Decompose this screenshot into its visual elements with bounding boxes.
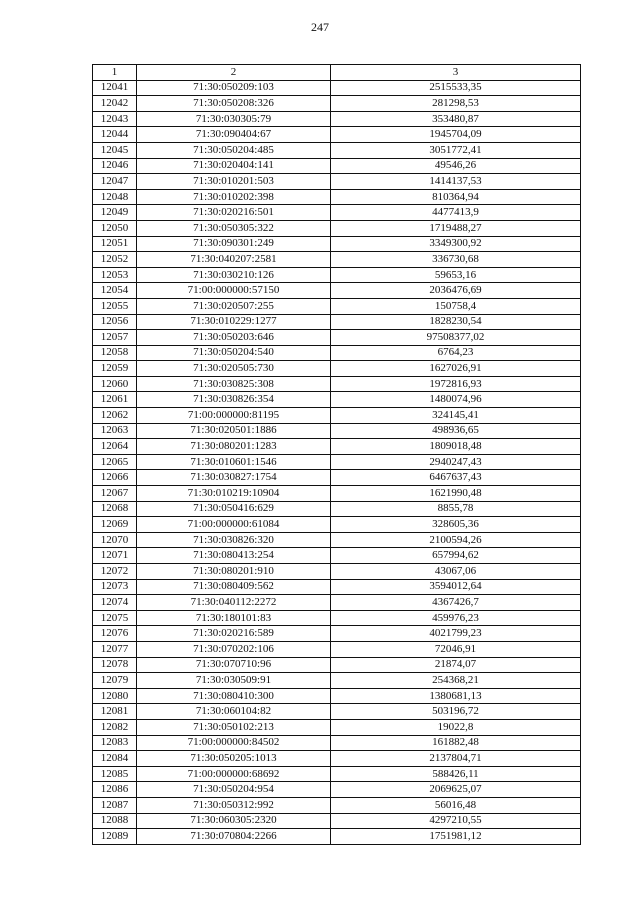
cadastral-number-cell: 71:30:060305:2320 <box>137 813 331 829</box>
table-row <box>93 361 581 377</box>
row-number-cell: 12049 <box>93 205 137 221</box>
table-row <box>93 501 581 517</box>
cadastral-number-cell: 71:30:090404:67 <box>137 127 331 143</box>
row-number-cell: 12082 <box>93 719 137 735</box>
value-cell: 4367426,7 <box>331 595 581 611</box>
table-row <box>93 751 581 767</box>
row-number-cell: 12046 <box>93 158 137 174</box>
value-cell: 1480074,96 <box>331 392 581 408</box>
cadastral-number-cell: 71:30:050203:646 <box>137 330 331 346</box>
row-number-cell: 12077 <box>93 641 137 657</box>
value-cell: 1972816,93 <box>331 376 581 392</box>
row-number-cell: 12061 <box>93 392 137 408</box>
table-row <box>93 439 581 455</box>
table-row <box>93 376 581 392</box>
table-row <box>93 610 581 626</box>
value-cell: 2036476,69 <box>331 283 581 299</box>
cadastral-number-cell: 71:00:000000:68692 <box>137 766 331 782</box>
table-row <box>93 174 581 190</box>
cadastral-number-cell: 71:30:050204:540 <box>137 345 331 361</box>
cadastral-number-cell: 71:30:070202:106 <box>137 641 331 657</box>
table-header-row <box>93 65 581 81</box>
cadastral-number-cell: 71:30:050416:629 <box>137 501 331 517</box>
value-cell: 59653,16 <box>331 267 581 283</box>
cadastral-number-cell: 71:30:030825:308 <box>137 376 331 392</box>
table-row <box>93 673 581 689</box>
table-row <box>93 142 581 158</box>
value-cell: 8855,78 <box>331 501 581 517</box>
row-number-cell: 12059 <box>93 361 137 377</box>
cadastral-number-cell: 71:30:020216:501 <box>137 205 331 221</box>
value-cell: 6764,23 <box>331 345 581 361</box>
table-row <box>93 314 581 330</box>
cadastral-number-cell: 71:00:000000:57150 <box>137 283 331 299</box>
table-row <box>93 220 581 236</box>
table-row <box>93 564 581 580</box>
table-row <box>93 345 581 361</box>
table-row <box>93 283 581 299</box>
cadastral-number-cell: 71:30:070804:2266 <box>137 829 331 845</box>
cadastral-number-cell: 71:30:030826:354 <box>137 392 331 408</box>
row-number-cell: 12043 <box>93 111 137 127</box>
value-cell: 657994,62 <box>331 548 581 564</box>
row-number-cell: 12083 <box>93 735 137 751</box>
cadastral-number-cell: 71:30:050204:485 <box>137 142 331 158</box>
value-cell: 2100594,26 <box>331 532 581 548</box>
value-cell: 328605,36 <box>331 517 581 533</box>
row-number-cell: 12070 <box>93 532 137 548</box>
cadastral-number-cell: 71:30:050209:103 <box>137 80 331 96</box>
row-number-cell: 12089 <box>93 829 137 845</box>
value-cell: 2940247,43 <box>331 454 581 470</box>
cadastral-number-cell: 71:30:040207:2581 <box>137 252 331 268</box>
value-cell: 353480,87 <box>331 111 581 127</box>
cadastral-number-cell: 71:30:030509:91 <box>137 673 331 689</box>
value-cell: 2069625,07 <box>331 782 581 798</box>
cadastral-number-cell: 71:30:080410:300 <box>137 688 331 704</box>
value-cell: 810364,94 <box>331 189 581 205</box>
row-number-cell: 12045 <box>93 142 137 158</box>
cadastral-number-cell: 71:30:010219:10904 <box>137 486 331 502</box>
row-number-cell: 12088 <box>93 813 137 829</box>
value-cell: 1380681,13 <box>331 688 581 704</box>
table-row <box>93 548 581 564</box>
table-row <box>93 158 581 174</box>
row-number-cell: 12080 <box>93 688 137 704</box>
table-row <box>93 236 581 252</box>
table-row <box>93 408 581 424</box>
cadastral-number-cell: 71:30:020404:141 <box>137 158 331 174</box>
value-cell: 281298,53 <box>331 96 581 112</box>
table-row <box>93 766 581 782</box>
value-cell: 2137804,71 <box>331 751 581 767</box>
row-number-cell: 12079 <box>93 673 137 689</box>
row-number-cell: 12055 <box>93 298 137 314</box>
table-row <box>93 454 581 470</box>
table-row <box>93 252 581 268</box>
row-number-cell: 12052 <box>93 252 137 268</box>
cadastral-number-cell: 71:30:010202:398 <box>137 189 331 205</box>
value-cell: 19022,8 <box>331 719 581 735</box>
table-row <box>93 532 581 548</box>
table-row <box>93 704 581 720</box>
cadastral-number-cell: 71:30:030827:1754 <box>137 470 331 486</box>
row-number-cell: 12086 <box>93 782 137 798</box>
cadastral-number-cell: 71:30:050204:954 <box>137 782 331 798</box>
row-number-cell: 12041 <box>93 80 137 96</box>
table-row <box>93 330 581 346</box>
row-number-cell: 12064 <box>93 439 137 455</box>
cadastral-number-cell: 71:30:020507:255 <box>137 298 331 314</box>
table-row <box>93 127 581 143</box>
table-row <box>93 595 581 611</box>
table-row <box>93 392 581 408</box>
row-number-cell: 12081 <box>93 704 137 720</box>
table-row <box>93 189 581 205</box>
row-number-cell: 12074 <box>93 595 137 611</box>
value-cell: 588426,11 <box>331 766 581 782</box>
table-body <box>93 80 581 844</box>
row-number-cell: 12058 <box>93 345 137 361</box>
row-number-cell: 12054 <box>93 283 137 299</box>
value-cell: 1809018,48 <box>331 439 581 455</box>
cadastral-number-cell: 71:30:060104:82 <box>137 704 331 720</box>
table-row <box>93 267 581 283</box>
value-cell: 161882,48 <box>331 735 581 751</box>
cadastral-number-cell: 71:30:020216:589 <box>137 626 331 642</box>
cadastral-number-cell: 71:30:180101:83 <box>137 610 331 626</box>
row-number-cell: 12076 <box>93 626 137 642</box>
value-cell: 4297210,55 <box>331 813 581 829</box>
data-table <box>92 64 581 845</box>
table-row <box>93 486 581 502</box>
cadastral-number-cell: 71:30:050205:1013 <box>137 751 331 767</box>
row-number-cell: 12051 <box>93 236 137 252</box>
cadastral-number-cell: 71:30:050208:326 <box>137 96 331 112</box>
cadastral-number-cell: 71:30:050102:213 <box>137 719 331 735</box>
row-number-cell: 12047 <box>93 174 137 190</box>
cadastral-number-cell: 71:30:020505:730 <box>137 361 331 377</box>
cadastral-number-cell: 71:30:030826:320 <box>137 532 331 548</box>
row-number-cell: 12056 <box>93 314 137 330</box>
row-number-cell: 12048 <box>93 189 137 205</box>
cadastral-number-cell: 71:30:070710:96 <box>137 657 331 673</box>
page-number: 247 <box>311 20 329 34</box>
value-cell: 72046,91 <box>331 641 581 657</box>
cadastral-number-cell: 71:30:050312:992 <box>137 797 331 813</box>
value-cell: 150758,4 <box>331 298 581 314</box>
cadastral-number-cell: 71:00:000000:84502 <box>137 735 331 751</box>
cadastral-number-cell: 71:00:000000:81195 <box>137 408 331 424</box>
cadastral-number-cell: 71:30:010229:1277 <box>137 314 331 330</box>
row-number-cell: 12067 <box>93 486 137 502</box>
table-row <box>93 657 581 673</box>
cadastral-number-cell: 71:30:080201:1283 <box>137 439 331 455</box>
value-cell: 21874,07 <box>331 657 581 673</box>
value-cell: 4477413,9 <box>331 205 581 221</box>
value-cell: 498936,65 <box>331 423 581 439</box>
cadastral-number-cell: 71:30:080413:254 <box>137 548 331 564</box>
cadastral-number-cell: 71:30:080201:910 <box>137 564 331 580</box>
value-cell: 324145,41 <box>331 408 581 424</box>
table-row <box>93 470 581 486</box>
row-number-cell: 12071 <box>93 548 137 564</box>
table-row <box>93 641 581 657</box>
table-row <box>93 797 581 813</box>
value-cell: 1627026,91 <box>331 361 581 377</box>
value-cell: 459976,23 <box>331 610 581 626</box>
value-cell: 43067,06 <box>331 564 581 580</box>
column-header-1: 1 <box>93 65 137 81</box>
value-cell: 3349300,92 <box>331 236 581 252</box>
cadastral-number-cell: 71:30:030210:126 <box>137 267 331 283</box>
value-cell: 6467637,43 <box>331 470 581 486</box>
column-header-2: 2 <box>137 65 331 81</box>
row-number-cell: 12078 <box>93 657 137 673</box>
table-row <box>93 517 581 533</box>
value-cell: 1719488,27 <box>331 220 581 236</box>
cadastral-number-cell: 71:30:010601:1546 <box>137 454 331 470</box>
value-cell: 1828230,54 <box>331 314 581 330</box>
value-cell: 254368,21 <box>331 673 581 689</box>
table-row <box>93 735 581 751</box>
value-cell: 1414137,53 <box>331 174 581 190</box>
value-cell: 3594012,64 <box>331 579 581 595</box>
cadastral-number-cell: 71:00:000000:61084 <box>137 517 331 533</box>
value-cell: 1621990,48 <box>331 486 581 502</box>
value-cell: 503196,72 <box>331 704 581 720</box>
value-cell: 1945704,09 <box>331 127 581 143</box>
row-number-cell: 12087 <box>93 797 137 813</box>
column-header-3: 3 <box>331 65 581 81</box>
table-row <box>93 205 581 221</box>
cadastral-number-cell: 71:30:090301:249 <box>137 236 331 252</box>
value-cell: 1751981,12 <box>331 829 581 845</box>
row-number-cell: 12062 <box>93 408 137 424</box>
table-row <box>93 111 581 127</box>
cadastral-number-cell: 71:30:040112:2272 <box>137 595 331 611</box>
row-number-cell: 12085 <box>93 766 137 782</box>
row-number-cell: 12065 <box>93 454 137 470</box>
table-row <box>93 813 581 829</box>
table-row <box>93 298 581 314</box>
table-row <box>93 626 581 642</box>
table-row <box>93 423 581 439</box>
value-cell: 49546,26 <box>331 158 581 174</box>
row-number-cell: 12053 <box>93 267 137 283</box>
row-number-cell: 12072 <box>93 564 137 580</box>
row-number-cell: 12050 <box>93 220 137 236</box>
cadastral-number-cell: 71:30:050305:322 <box>137 220 331 236</box>
row-number-cell: 12084 <box>93 751 137 767</box>
value-cell: 336730,68 <box>331 252 581 268</box>
row-number-cell: 12060 <box>93 376 137 392</box>
table-row <box>93 782 581 798</box>
cadastral-number-cell: 71:30:080409:562 <box>137 579 331 595</box>
table-row <box>93 688 581 704</box>
row-number-cell: 12042 <box>93 96 137 112</box>
row-number-cell: 12069 <box>93 517 137 533</box>
value-cell: 2515533,35 <box>331 80 581 96</box>
cadastral-number-cell: 71:30:030305:79 <box>137 111 331 127</box>
value-cell: 4021799,23 <box>331 626 581 642</box>
table-row <box>93 80 581 96</box>
row-number-cell: 12073 <box>93 579 137 595</box>
table-row <box>93 829 581 845</box>
row-number-cell: 12068 <box>93 501 137 517</box>
row-number-cell: 12075 <box>93 610 137 626</box>
table-row <box>93 719 581 735</box>
value-cell: 56016,48 <box>331 797 581 813</box>
table-row <box>93 579 581 595</box>
row-number-cell: 12063 <box>93 423 137 439</box>
value-cell: 97508377,02 <box>331 330 581 346</box>
row-number-cell: 12057 <box>93 330 137 346</box>
row-number-cell: 12044 <box>93 127 137 143</box>
cadastral-number-cell: 71:30:010201:503 <box>137 174 331 190</box>
table-row <box>93 96 581 112</box>
cadastral-number-cell: 71:30:020501:1886 <box>137 423 331 439</box>
value-cell: 3051772,41 <box>331 142 581 158</box>
row-number-cell: 12066 <box>93 470 137 486</box>
